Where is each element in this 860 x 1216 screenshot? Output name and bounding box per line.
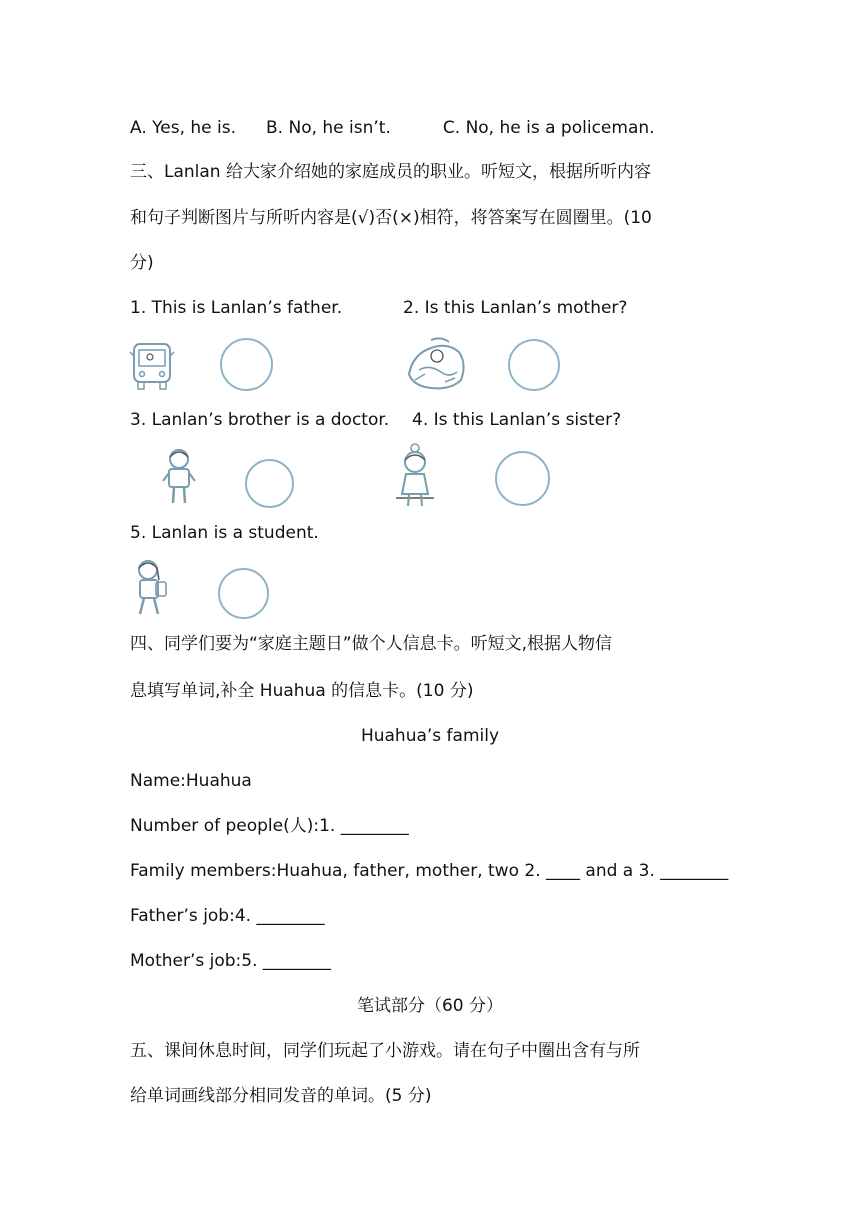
answer-circle-2[interactable] [508, 339, 560, 391]
item1-text: 1. This is Lanlan’s father. [130, 298, 343, 318]
answer-circle-1[interactable] [220, 338, 273, 391]
section4-instruction-line1: 四、同学们要为“家庭主题日”做个人信息卡。听短文,根据人物信 [130, 634, 613, 654]
section3-instruction-line2: 和句子判断图片与所听内容是(√)否(×)相符，将答案写在圆圈里。(10 [130, 208, 652, 228]
info-card-people-row: Number of people(人):1. ________ [130, 816, 409, 836]
bus-icon [128, 340, 176, 392]
item3-text: 3. Lanlan’s brother is a doctor. [130, 410, 390, 430]
info-card-father-job-row: Father’s job:4. ________ [130, 906, 325, 926]
farmer-icon [401, 334, 471, 392]
option-c: C. No, he is a policeman. [442, 118, 655, 138]
section5-instruction-line2: 给单词画线部分相同发音的单词。(5 分) [130, 1086, 432, 1106]
item2-text: 2. Is this Lanlan’s mother? [403, 298, 628, 318]
written-part-title: 笔试部分（60 分） [356, 996, 504, 1016]
section5-instruction-line1: 五、课间休息时间，同学们玩起了小游戏。请在句子中圈出含有与所 [130, 1041, 640, 1061]
section4-instruction-line2: 息填写单词,补全 Huahua 的信息卡。(10 分) [130, 681, 474, 701]
option-b: B. No, he isn’t. [266, 118, 391, 138]
girl-icon [392, 440, 438, 508]
student-icon [130, 558, 170, 618]
section3-instruction-line1: 三、Lanlan 给大家介绍她的家庭成员的职业。听短文，根据所听内容 [130, 162, 651, 182]
answer-circle-5[interactable] [218, 568, 269, 619]
answer-circle-4[interactable] [495, 451, 550, 506]
info-card-members-row: Family members:Huahua, father, mother, two 2. ____ and a 3. ________ [130, 861, 729, 881]
info-card-title: Huahua’s family [360, 726, 500, 746]
item4-text: 4. Is this Lanlan’s sister? [412, 410, 622, 430]
boy-icon [159, 447, 199, 507]
item5-text: 5. Lanlan is a student. [130, 523, 319, 543]
section3-instruction-line3: 分) [130, 253, 154, 273]
answer-circle-3[interactable] [245, 459, 294, 508]
option-a: A. Yes, he is. [130, 118, 237, 138]
info-card-mother-job-row: Mother’s job:5. ________ [130, 951, 331, 971]
answer-options-line [130, 117, 655, 139]
info-card-name-row: Name:Huahua [130, 771, 252, 791]
